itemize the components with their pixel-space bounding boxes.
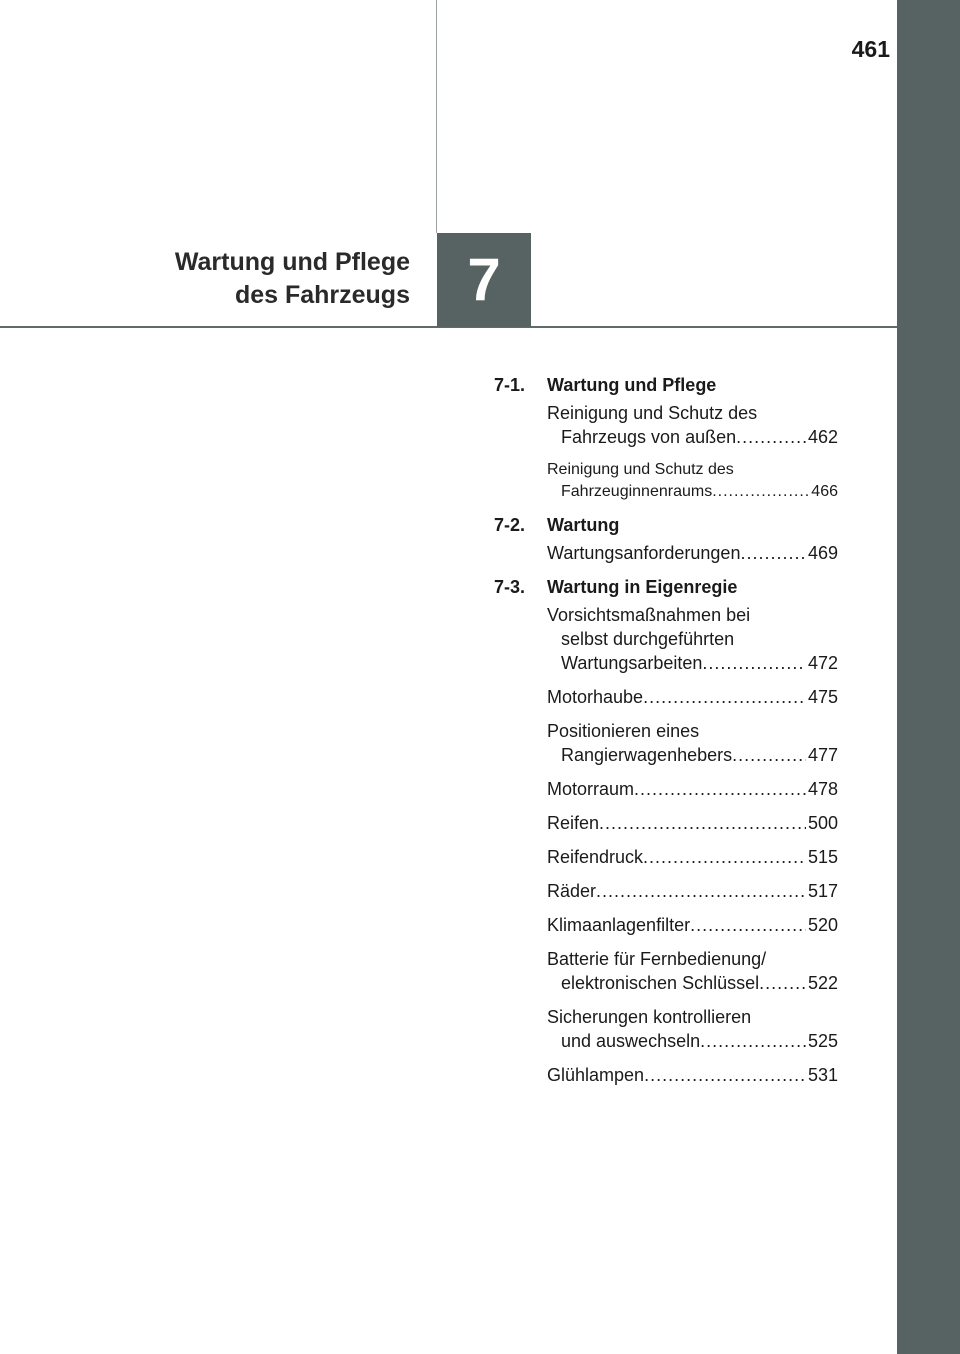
toc-entry-text: Fahrzeuginnenraums (561, 483, 713, 500)
toc-entry-last-line (547, 971, 838, 995)
toc-entry[interactable] (547, 777, 838, 801)
toc-page-number: 466 (811, 483, 838, 500)
toc-entry-text: Glühlampen (547, 1065, 645, 1085)
toc-entry-line: Vorsichtsmaßnahmen bei (547, 605, 751, 625)
dot-leader (712, 481, 809, 503)
dot-leader (643, 845, 806, 869)
section-number: 7-1. (494, 375, 526, 395)
toc-entry-last-line (547, 1063, 838, 1087)
toc-entry-last-line (547, 811, 838, 835)
toc-entry-text: und auswechseln (561, 1031, 701, 1051)
toc-entry-text: Wartungsanforderungen (547, 543, 741, 563)
toc-page-number: 515 (807, 847, 838, 867)
toc-entry[interactable] (547, 459, 838, 503)
toc-entry[interactable] (547, 879, 838, 903)
table-of-contents (494, 373, 838, 1087)
dot-leader (644, 1063, 806, 1087)
toc-entry[interactable] (547, 947, 838, 995)
toc-entry-last-line (547, 879, 838, 903)
dot-leader (643, 685, 806, 709)
toc-page-number: 475 (807, 687, 838, 707)
dot-leader (599, 811, 806, 835)
dot-leader (736, 425, 806, 449)
toc-entry-line: Reinigung und Schutz des (547, 403, 758, 423)
toc-page-number: 525 (807, 1031, 838, 1051)
toc-entry[interactable] (547, 603, 838, 675)
toc-entry-text: Motorraum (547, 779, 635, 799)
toc-page-number: 469 (807, 543, 838, 563)
dot-leader (740, 541, 805, 565)
toc-entry[interactable] (547, 719, 838, 767)
chapter-title-line-1: Wartung und Pflege (174, 248, 410, 276)
section-title: Wartung und Pflege (547, 375, 717, 395)
chapter-title (90, 246, 410, 312)
toc-entry-text: Klimaanlagenfilter (547, 915, 691, 935)
chapter-side-tab (897, 0, 960, 1354)
toc-section-heading (494, 575, 838, 599)
dot-leader (759, 971, 806, 995)
toc-entry-last-line (547, 425, 838, 449)
toc-entry-text: Reifendruck (547, 847, 644, 867)
toc-entry[interactable] (547, 685, 838, 709)
toc-entry-text: Rangierwagenhebers (561, 745, 733, 765)
dot-leader (596, 879, 806, 903)
dot-leader (634, 777, 806, 801)
toc-entry-line: Positionieren eines (547, 721, 700, 741)
chapter-number-box (437, 233, 531, 327)
toc-entry[interactable] (547, 811, 838, 835)
dot-leader (700, 1029, 806, 1053)
vertical-divider (436, 0, 437, 233)
toc-entry[interactable] (547, 913, 838, 937)
section-number: 7-3. (494, 577, 526, 597)
toc-entry-text: Motorhaube (547, 687, 644, 707)
dot-leader (690, 913, 806, 937)
toc-entry-last-line (547, 1029, 838, 1053)
toc-entry[interactable] (547, 401, 838, 449)
toc-page-number: 500 (807, 813, 838, 833)
toc-entry-text: Wartungsarbeiten (561, 653, 703, 673)
toc-page-number: 462 (807, 427, 838, 447)
section-title: Wartung in Eigenregie (547, 577, 738, 597)
toc-entry-line: Reinigung und Schutz des (547, 461, 734, 478)
page-number: 461 (851, 36, 890, 62)
toc-entry-text: Fahrzeugs von außen (561, 427, 737, 447)
toc-entry[interactable] (547, 1005, 838, 1053)
toc-page-number: 472 (807, 653, 838, 673)
toc-entry-last-line (547, 777, 838, 801)
toc-section-heading (494, 513, 838, 537)
dot-leader (732, 743, 806, 767)
toc-entry-text: Räder (547, 881, 597, 901)
chapter-number: 7 (467, 246, 501, 313)
toc-page-number: 478 (807, 779, 838, 799)
toc-section-heading (494, 373, 838, 397)
toc-entry-text: elektronischen Schlüssel (561, 973, 760, 993)
toc-page-number: 477 (807, 745, 838, 765)
toc-entry-line: selbst durchgeführten (561, 629, 735, 649)
toc-entry[interactable] (547, 541, 838, 565)
section-number: 7-2. (494, 515, 526, 535)
toc-entry-line: Batterie für Fernbedienung/ (547, 949, 767, 969)
toc-entry-text: Reifen (547, 813, 600, 833)
toc-entry-last-line (547, 481, 838, 503)
dot-leader (702, 651, 806, 675)
chapter-title-line-2: des Fahrzeugs (234, 281, 410, 309)
toc-entry[interactable] (547, 845, 838, 869)
toc-entry-last-line (547, 541, 838, 565)
toc-entry-last-line (547, 913, 838, 937)
toc-entry-last-line (547, 685, 838, 709)
toc-page-number: 522 (807, 973, 838, 993)
toc-page-number: 520 (807, 915, 838, 935)
toc-page-number: 517 (807, 881, 838, 901)
toc-page-number: 531 (807, 1065, 838, 1085)
toc-entry-line: Sicherungen kontrollieren (547, 1007, 752, 1027)
section-title: Wartung (547, 515, 620, 535)
toc-entry-last-line (547, 845, 838, 869)
toc-entry-last-line (547, 651, 838, 675)
toc-entry[interactable] (547, 1063, 838, 1087)
toc-entry-last-line (547, 743, 838, 767)
